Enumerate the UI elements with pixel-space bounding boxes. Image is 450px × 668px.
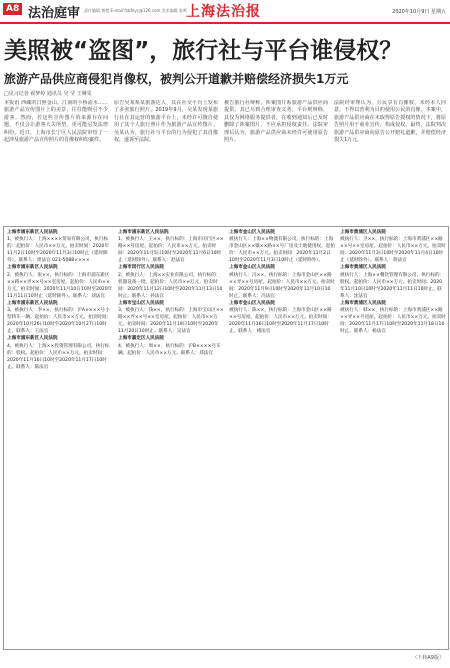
article-headline: 美照被“盗图”，旅行社与平台谁侵权？ (4, 38, 403, 64)
notice-court-heading: 上海市金山区人民法院 (229, 230, 275, 235)
notice-court-heading: 上海市浦东新区人民法院 (7, 230, 58, 235)
section-name: 法治庭审 (28, 6, 81, 21)
notice-item-text: 被执行人：韩××，执行标的：上海市黄浦区××路××弄××号房屋。起拍价：人民币××万元。拍卖时间：2020年11月17日10时至2020年11月18日10时止。联系人：杨法官 (340, 308, 446, 335)
notice-item-text: 1、被执行人：上海××××贸易有限公司，执行标的：起拍价：人民币××万元。拍卖时间：2020年11月2日10时至2020年11月3日10时止（延时除外）。联系人：周法官 021-5088×××× (7, 237, 110, 264)
notice-item-text: 被执行人：上海××餐饮管理有限公司，执行标的：股权。起拍价：人民币××万元。拍卖时间：2020年11月10日10时至2020年11月11日10时止。联系人：沈法官 (340, 272, 445, 299)
notice-court-heading: 上海市浦东新区人民法院 (7, 300, 58, 306)
notice-court-heading: 上海市浦东新区人民法院 (7, 265, 58, 271)
notice-item-text: 被执行人：卫××，执行标的：上海市黄浦区××路××号××室房屋。起拍价：人民币××万元。拍卖时间：2020年11月3日10时至2020年11月4日10时止（延时除外）。联系人：蒋法官 (340, 237, 446, 264)
notice-court-heading: 上海市嘉定区人民法院 (118, 336, 164, 342)
notice-court-heading: 上海市宝山区人民法院 (118, 300, 164, 306)
article-subheadline: 旅游产品供应商侵犯肖像权，被判公开道歉并赔偿经济损失1万元 (4, 72, 349, 86)
notice-column-4 (340, 229, 446, 647)
notice-court-heading: 上海市黄浦区人民法院 (340, 230, 386, 235)
newspaper-logo: 上海法治报 (186, 4, 261, 20)
notice-item-text: 1、被执行人：王××，执行标的：上海市闵行区××路××号房屋。起拍价：人民币××万元。拍卖时间：2020年11月5日10时至2020年11月6日10时止（延时除外）。联系人：赵法官 (118, 237, 224, 264)
notice-court-heading: 上海市金山区人民法院 (229, 265, 275, 271)
notice-court-heading: 上海市黄浦区人民法院 (340, 300, 386, 306)
article-column-1: 本报讯 西藏的日照金山、江南的小桥流水……旅游产品宣传图片上的美景，往往能吸引不少游客。然而，若这些宣传图片的来源存在问题，不仅会让游客大失所望，更可能引发法律纠纷。近日，上海市长宁区人民法院审结了一起涉及旅游产品宣传照片的肖像权纠纷案件。 (4, 100, 108, 144)
notice-item-text: 3、被执行人：李××，执行标的：沪A××××号小型轿车一辆。起拍价：人民币××万元。拍卖时间：2020年10月26日10时至2020年10月27日10时止。联系人：王法官 (7, 308, 112, 335)
notice-court-heading: 上海市金山区人民法院 (229, 300, 275, 306)
notice-item-text: 4、被执行人：周××，执行标的：沪B××××号车辆。起拍价：人民币××万元。联系人：郑法官 (118, 343, 221, 356)
notice-item-text: 2、被执行人：张××，执行标的：上海市浦东新区××路××弄××号××室房屋。起拍价：人民币××万元。拍卖时间：2020年11月10日10时至2020年11月11日10时止（延时除外）。联系人：刘法官 (7, 272, 113, 299)
auction-notice-box (3, 226, 449, 650)
editor-info: 责任编辑 黄橙 E-mail:fzbfeyc@126.com 美术编辑 张鸣 (84, 8, 187, 13)
page-tag: A8 (3, 3, 22, 15)
continued-note: （下转A9版） (412, 655, 444, 661)
article-column-4: 法院经审理认为，公民享有肖像权，未经本人同意，不得以营利为目的使用公民的肖像。本案中，旅游产品供应商在未取得原告授权的情况下，将原告照片用于商业宣传，构成侵权。最终，法院判决旅游产品供应商向原告公开赔礼道歉，并赔偿经济损失1万元。 (334, 100, 446, 144)
notice-item-text: 3、被执行人：钱××，执行标的：上海市宝山区××路××弄××号××室房屋。起拍价：人民币××万元。拍卖时间：2020年11月19日10时至2020年11月20日10时止。联系人：吴法官 (118, 308, 224, 335)
article-column-2: 原告吴某系某旅游达人，其在社交平台上发布了多张旅行照片。2019年9月，吴某发现某旅行社在其运营的旅游平台上，未经许可擅自使用了其个人旅行照片作为旅游产品宣传图片。吴某认为，旅行社与平台的行为侵犯了其肖像权，遂诉至法院。 (114, 100, 218, 144)
notice-item-text: 被执行人：上海××物流有限公司，执行标的：上海市金山区××镇××路××号厂房及土地使用权。起拍价：人民币××万元。拍卖时间：2020年11月2日10时至2020年11月3日10时止（延时除外）。 (229, 237, 335, 264)
notice-item-text: 2、被执行人：上海××实业有限公司，执行标的：机器设备一批。起拍价：人民币××万元。拍卖时间：2020年11月12日10时至2020年11月13日10时止。联系人：孙法官 (118, 272, 223, 299)
issue-date: 2020年10月9日 星期五 (392, 9, 446, 15)
notice-court-heading: 上海市闵行区人民法院 (118, 265, 164, 271)
article-byline: □见习记者 翟梦婷 通讯员 吴 莹 王琳雯 (4, 91, 92, 97)
masthead (0, 0, 450, 24)
notice-item-text: 4、被执行人：上海××投资管理有限公司，执行标的：股权。起拍价：人民币××万元。拍卖时间：2020年11月16日10时至2020年11月17日10时止。联系人：陈法官 (7, 343, 110, 370)
notice-item-text: 被执行人：冯××，执行标的：上海市金山区××路××弄××号房屋。起拍价：人民币××万元。拍卖时间：2020年11月9日10时至2020年11月10日10时止。联系人：冯法官 (229, 272, 335, 299)
notice-court-heading: 上海市黄浦区人民法院 (340, 265, 386, 271)
notice-item-text: 被执行人：陈××，执行标的：上海市金山区××路××号房屋。起拍价：人民币××万元。拍卖时间：2020年11月16日10时至2020年11月17日10时止。联系人：褚法官 (229, 308, 332, 335)
notice-column-2 (118, 229, 224, 647)
notice-column-1 (7, 229, 113, 647)
article-column-3: 被告旅行社辩称，涉案图片系旅游产品供应商提供，其已尽到合理审查义务。平台则辩称，其仅为网络服务提供者，在收到通知后已及时删除了涉案图片，不应承担侵权责任。法院审理后认为，旅游产品供应商未经许可使用原告照片。 (224, 100, 328, 144)
notice-column-3 (229, 229, 335, 647)
notice-court-heading: 上海市浦东新区人民法院 (7, 336, 58, 342)
notice-court-heading: 上海市浦东新区人民法院 (118, 230, 169, 235)
